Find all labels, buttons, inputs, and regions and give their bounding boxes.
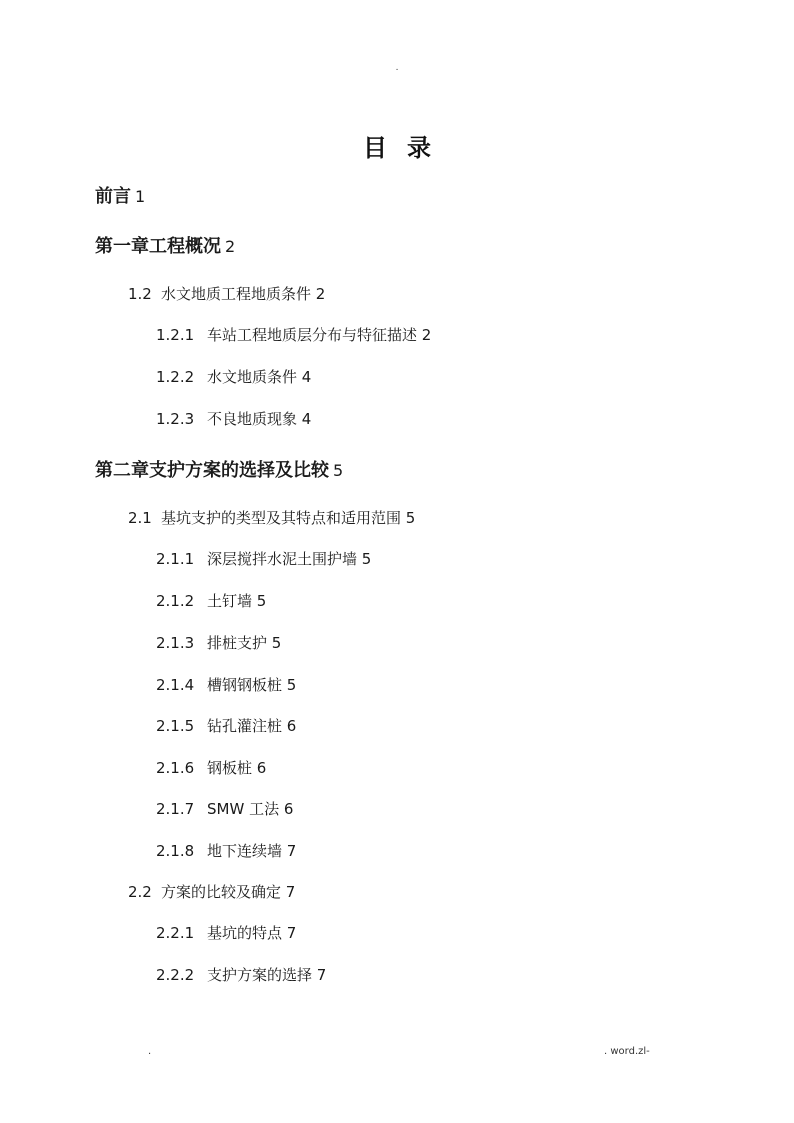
- toc-entry-label: 基坑的特点: [207, 924, 283, 942]
- toc-entry-label: 地下连续墙: [207, 842, 283, 860]
- toc-page-number: 5: [286, 676, 297, 694]
- toc-section-number: 2.1.5: [156, 717, 195, 735]
- toc-page-number: 7: [286, 842, 297, 860]
- toc-entry-1-2[interactable]: [128, 283, 325, 304]
- toc-page-number: 4: [301, 368, 312, 386]
- toc-page-number: 5: [333, 461, 344, 480]
- toc-entry-label: 车站工程地质层分布与特征描述: [207, 326, 418, 344]
- toc-entry-1-2-3[interactable]: [156, 408, 311, 429]
- toc-section-number: 2.1.6: [156, 759, 195, 777]
- toc-page-number: 6: [283, 800, 294, 818]
- toc-entry-2-2-1[interactable]: [156, 922, 296, 943]
- toc-entry-preface[interactable]: [95, 182, 145, 208]
- toc-entry-label: 基坑支护的类型及其特点和适用范围: [161, 509, 402, 527]
- toc-section-number: 2.1.2: [156, 592, 195, 610]
- toc-section-number: 1.2.1: [156, 326, 195, 344]
- toc-entry-chapter-2[interactable]: [95, 456, 343, 482]
- page-header-mark: .: [395, 63, 399, 73]
- toc-entry-chapter-1[interactable]: [95, 232, 235, 258]
- toc-entry-label: 排桩支护: [207, 634, 268, 652]
- toc-section-number: 1.2.3: [156, 410, 195, 428]
- toc-entry-label: 前言: [95, 186, 131, 207]
- toc-entry-label: SMW 工法: [207, 800, 280, 818]
- toc-entry-label: 钢板桩: [207, 759, 253, 777]
- toc-entry-label: 第一章工程概况: [95, 236, 221, 257]
- toc-section-number: 1.2: [128, 285, 152, 303]
- toc-title: 目录: [363, 134, 451, 162]
- toc-page-number: 4: [301, 410, 312, 428]
- toc-entry-2-2-2[interactable]: [156, 964, 326, 985]
- footer-right-text: . word.zl-: [604, 1046, 650, 1057]
- toc-entry-2-1-6[interactable]: [156, 757, 266, 778]
- toc-entry-label: 支护方案的选择: [207, 966, 313, 984]
- toc-entry-2-2[interactable]: [128, 881, 295, 902]
- toc-entry-label: 水文地质工程地质条件: [161, 285, 312, 303]
- toc-entry-label: 不良地质现象: [207, 410, 298, 428]
- toc-page-number: 5: [256, 592, 267, 610]
- toc-page-number: 6: [286, 717, 297, 735]
- toc-section-number: 2.1.8: [156, 842, 195, 860]
- toc-entry-2-1[interactable]: [128, 507, 415, 528]
- toc-entry-2-1-4[interactable]: [156, 674, 296, 695]
- toc-page-number: 7: [316, 966, 327, 984]
- toc-entry-2-1-3[interactable]: [156, 632, 281, 653]
- toc-section-number: 2.2.1: [156, 924, 195, 942]
- toc-section-number: 2.1: [128, 509, 152, 527]
- toc-entry-2-1-1[interactable]: [156, 548, 371, 569]
- toc-section-number: 2.2.2: [156, 966, 195, 984]
- toc-page-number: 7: [285, 883, 296, 901]
- footer-left-mark: .: [148, 1046, 152, 1057]
- toc-page-number: 2: [315, 285, 326, 303]
- toc-entry-label: 水文地质条件: [207, 368, 298, 386]
- toc-section-number: 2.1.3: [156, 634, 195, 652]
- toc-page-number: 6: [256, 759, 267, 777]
- toc-section-number: 1.2.2: [156, 368, 195, 386]
- toc-entry-label: 深层搅拌水泥土围护墙: [207, 550, 358, 568]
- toc-page-number: 7: [286, 924, 297, 942]
- toc-section-number: 2.2: [128, 883, 152, 901]
- toc-section-number: 2.1.4: [156, 676, 195, 694]
- toc-entry-label: 钻孔灌注桩: [207, 717, 283, 735]
- toc-section-number: 2.1.7: [156, 800, 195, 818]
- toc-entry-2-1-5[interactable]: [156, 715, 296, 736]
- toc-entry-1-2-2[interactable]: [156, 366, 311, 387]
- toc-section-number: 2.1.1: [156, 550, 195, 568]
- toc-entry-label: 方案的比较及确定: [161, 883, 282, 901]
- toc-entry-2-1-2[interactable]: [156, 590, 266, 611]
- toc-page-number: 5: [361, 550, 372, 568]
- toc-page-number: 2: [421, 326, 432, 344]
- toc-entry-2-1-7[interactable]: [156, 798, 293, 819]
- toc-entry-label: 槽钢钢板桩: [207, 676, 283, 694]
- toc-entry-label: 土钉墙: [207, 592, 253, 610]
- toc-page-number: 5: [405, 509, 416, 527]
- toc-entry-label: 第二章支护方案的选择及比较: [95, 460, 329, 481]
- toc-page-number: 5: [271, 634, 282, 652]
- toc-page-number: 2: [225, 237, 236, 256]
- toc-entry-1-2-1[interactable]: [156, 324, 431, 345]
- toc-entry-2-1-8[interactable]: [156, 840, 296, 861]
- toc-page-number: 1: [135, 187, 146, 206]
